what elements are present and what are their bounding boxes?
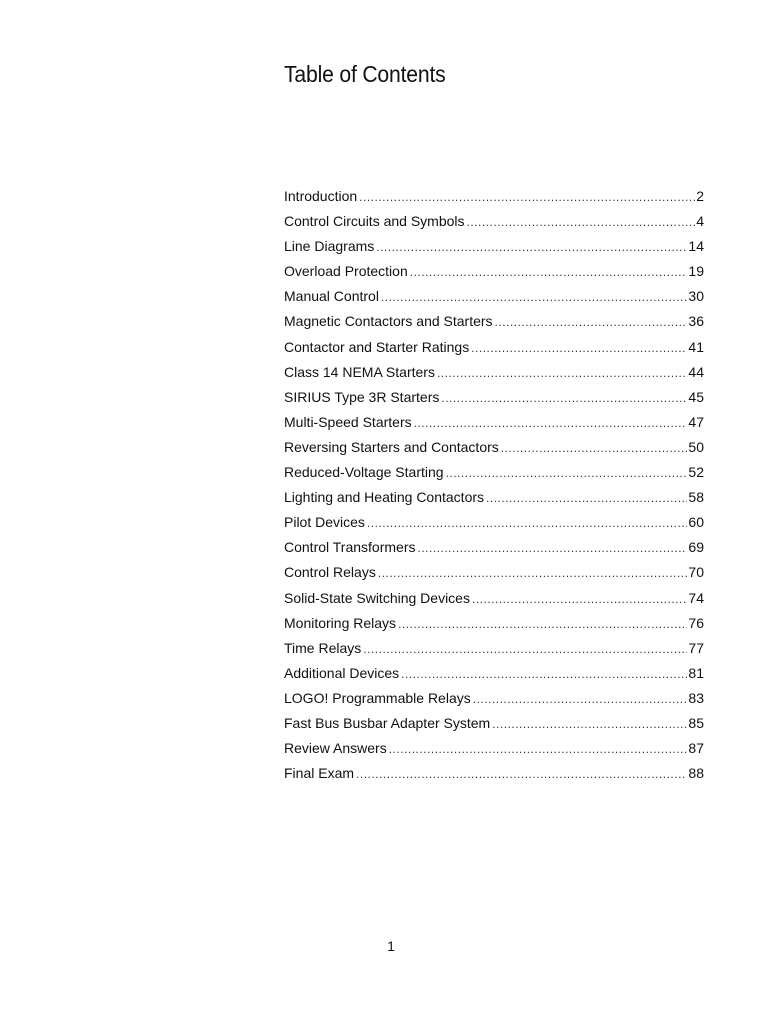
toc-entry-title: Contactor and Starter Ratings <box>284 338 470 355</box>
toc-entry-title: Control Relays <box>284 564 376 581</box>
page-title: Table of Contents <box>284 61 446 88</box>
toc-entry-title: Review Answers <box>284 740 387 757</box>
toc-entry <box>284 485 704 510</box>
toc-entry-page: 85 <box>688 714 704 731</box>
toc-leader-dots <box>356 762 687 786</box>
toc-entry <box>284 209 704 234</box>
toc-leader-dots <box>414 411 688 435</box>
toc-entry <box>284 234 704 259</box>
toc-entry-title: Class 14 NEMA Starters <box>284 363 435 380</box>
toc-entry-title: Lighting and Heating Contactors <box>284 489 485 506</box>
toc-entry-page: 88 <box>688 765 704 782</box>
toc-entry <box>284 611 704 636</box>
toc-entry-title: Reduced-Voltage Starting <box>284 464 444 481</box>
toc-entry-page: 76 <box>688 614 704 631</box>
toc-entry-title: Time Relays <box>284 639 362 656</box>
toc-entry <box>284 535 704 560</box>
toc-leader-dots <box>376 235 687 259</box>
toc-leader-dots <box>410 260 688 284</box>
toc-entry <box>284 686 704 711</box>
toc-entry <box>284 761 704 786</box>
toc-entry-page: 83 <box>688 689 704 706</box>
toc-leader-dots <box>501 436 688 460</box>
toc-entry-page: 2 <box>696 188 704 204</box>
toc-entry-title: Overload Protection <box>284 263 408 280</box>
toc-entry <box>284 510 704 535</box>
toc-leader-dots <box>486 486 687 510</box>
toc-leader-dots <box>398 612 687 636</box>
toc-leader-dots <box>472 587 687 611</box>
toc-entry <box>284 259 704 284</box>
toc-entry <box>284 385 704 410</box>
toc-entry <box>284 335 704 360</box>
toc-entry-title: Fast Bus Busbar Adapter System <box>284 714 491 731</box>
table-of-contents <box>284 184 704 786</box>
toc-entry-title: Pilot Devices <box>284 514 365 531</box>
toc-entry-page: 74 <box>688 589 704 606</box>
toc-leader-dots <box>437 361 687 385</box>
toc-entry-page: 47 <box>688 413 704 430</box>
toc-entry <box>284 736 704 761</box>
toc-entry-page: 60 <box>688 514 704 531</box>
toc-entry-page: 52 <box>688 464 704 481</box>
toc-entry-page: 50 <box>688 438 704 455</box>
toc-entry <box>284 435 704 460</box>
toc-leader-dots <box>441 386 687 410</box>
toc-entry-page: 36 <box>688 313 704 330</box>
toc-entry-page: 44 <box>688 363 704 380</box>
toc-entry <box>284 711 704 736</box>
toc-leader-dots <box>378 561 688 585</box>
toc-entry <box>284 560 704 585</box>
toc-leader-dots <box>473 687 688 711</box>
toc-entry-page: 87 <box>688 740 704 757</box>
toc-entry-page: 69 <box>688 539 704 556</box>
toc-leader-dots <box>401 662 687 686</box>
toc-entry-page: 77 <box>688 639 704 656</box>
toc-entry <box>284 636 704 661</box>
toc-leader-dots <box>492 712 687 736</box>
toc-entry-page: 4 <box>696 213 704 230</box>
toc-entry-page: 30 <box>688 288 704 305</box>
toc-entry-page: 19 <box>688 263 704 280</box>
toc-entry-title: Introduction <box>284 188 358 204</box>
toc-entry-page: 45 <box>688 388 704 405</box>
toc-entry <box>284 184 704 209</box>
toc-entry-page: 70 <box>688 564 704 581</box>
toc-entry-title: Manual Control <box>284 288 379 305</box>
toc-leader-dots <box>417 536 687 560</box>
toc-entry <box>284 360 704 385</box>
toc-leader-dots <box>359 185 695 209</box>
toc-entry-page: 41 <box>688 338 704 355</box>
toc-entry-title: Multi-Speed Starters <box>284 413 412 430</box>
toc-entry-page: 58 <box>688 489 704 506</box>
toc-entry <box>284 284 704 309</box>
toc-leader-dots <box>446 461 688 485</box>
toc-entry-page: 14 <box>688 238 704 255</box>
toc-entry-title: Line Diagrams <box>284 238 375 255</box>
toc-entry-title: LOGO! Programmable Relays <box>284 689 471 706</box>
toc-entry-title: Solid-State Switching Devices <box>284 589 470 606</box>
toc-leader-dots <box>467 210 696 234</box>
toc-entry-title: Magnetic Contactors and Starters <box>284 313 493 330</box>
toc-entry-title: SIRIUS Type 3R Starters <box>284 388 440 405</box>
toc-leader-dots <box>471 336 687 360</box>
page-number: 1 <box>387 938 395 954</box>
toc-entry <box>284 661 704 686</box>
toc-entry <box>284 586 704 611</box>
toc-entry-title: Monitoring Relays <box>284 614 397 631</box>
toc-leader-dots <box>363 637 687 661</box>
toc-leader-dots <box>367 511 688 535</box>
toc-entry-title: Final Exam <box>284 765 355 782</box>
toc-leader-dots <box>495 310 688 334</box>
toc-entry <box>284 410 704 435</box>
toc-entry <box>284 460 704 485</box>
toc-entry-title: Control Transformers <box>284 539 416 556</box>
toc-entry-title: Reversing Starters and Contactors <box>284 438 499 455</box>
toc-entry <box>284 309 704 334</box>
toc-entry-title: Additional Devices <box>284 664 400 681</box>
toc-entry-page: 81 <box>688 664 704 681</box>
toc-leader-dots <box>381 285 687 309</box>
toc-leader-dots <box>389 737 688 761</box>
toc-entry-title: Control Circuits and Symbols <box>284 213 465 230</box>
